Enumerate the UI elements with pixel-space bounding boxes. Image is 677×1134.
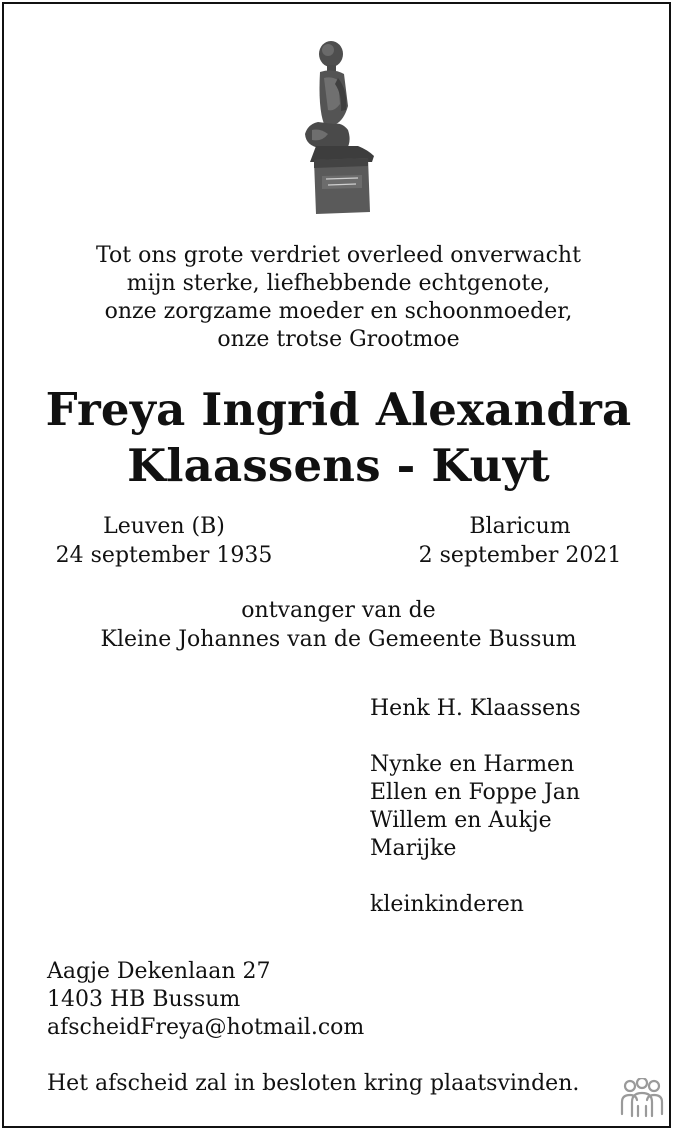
intro-text <box>0 242 677 354</box>
deceased-name-line1: Freya Ingrid Alexandra <box>45 383 632 436</box>
death-place: Blaricum <box>469 514 571 539</box>
closing-text: Het afscheid zal in besloten kring plaatsvinden. <box>47 1071 580 1096</box>
spacer <box>370 863 581 891</box>
family-list <box>370 695 581 919</box>
death-date: 2 september 2021 <box>418 543 622 568</box>
correspondence-address <box>47 958 364 1042</box>
grandchildren-label: kleinkinderen <box>370 892 524 917</box>
address-city: 1403 HB Bussum <box>47 987 241 1012</box>
intro-line: onze trotse Grootmoe <box>217 327 460 352</box>
child-entry: Ellen en Foppe Jan <box>370 780 581 805</box>
death-info <box>406 512 634 570</box>
deceased-name <box>0 382 677 494</box>
statue-icon <box>298 38 380 216</box>
child-entry: Nynke en Harmen <box>370 752 575 777</box>
deceased-name-line2: Klaassens - Kuyt <box>127 439 550 492</box>
intro-line: mijn sterke, liefhebbende echtgenote, <box>126 271 551 296</box>
birth-place: Leuven (B) <box>103 514 225 539</box>
child-entry: Willem en Aukje <box>370 808 552 833</box>
spacer <box>370 723 581 751</box>
child-entry: Marijke <box>370 836 457 861</box>
intro-line: Tot ons grote verdriet overleed onverwacht <box>96 243 581 268</box>
spouse-name: Henk H. Klaassens <box>370 696 581 721</box>
address-email[interactable]: afscheidFreya@hotmail.com <box>47 1015 365 1040</box>
birth-date: 24 september 1935 <box>55 543 273 568</box>
award-line1: ontvanger van de <box>241 598 436 623</box>
award-text <box>0 596 677 654</box>
address-street: Aagje Dekenlaan 27 <box>47 959 271 984</box>
intro-line: onze zorgzame moeder en schoonmoeder, <box>104 299 573 324</box>
birth-info <box>44 512 284 570</box>
award-line2: Kleine Johannes van de Gemeente Bussum <box>100 627 577 652</box>
people-icon <box>618 1078 666 1118</box>
